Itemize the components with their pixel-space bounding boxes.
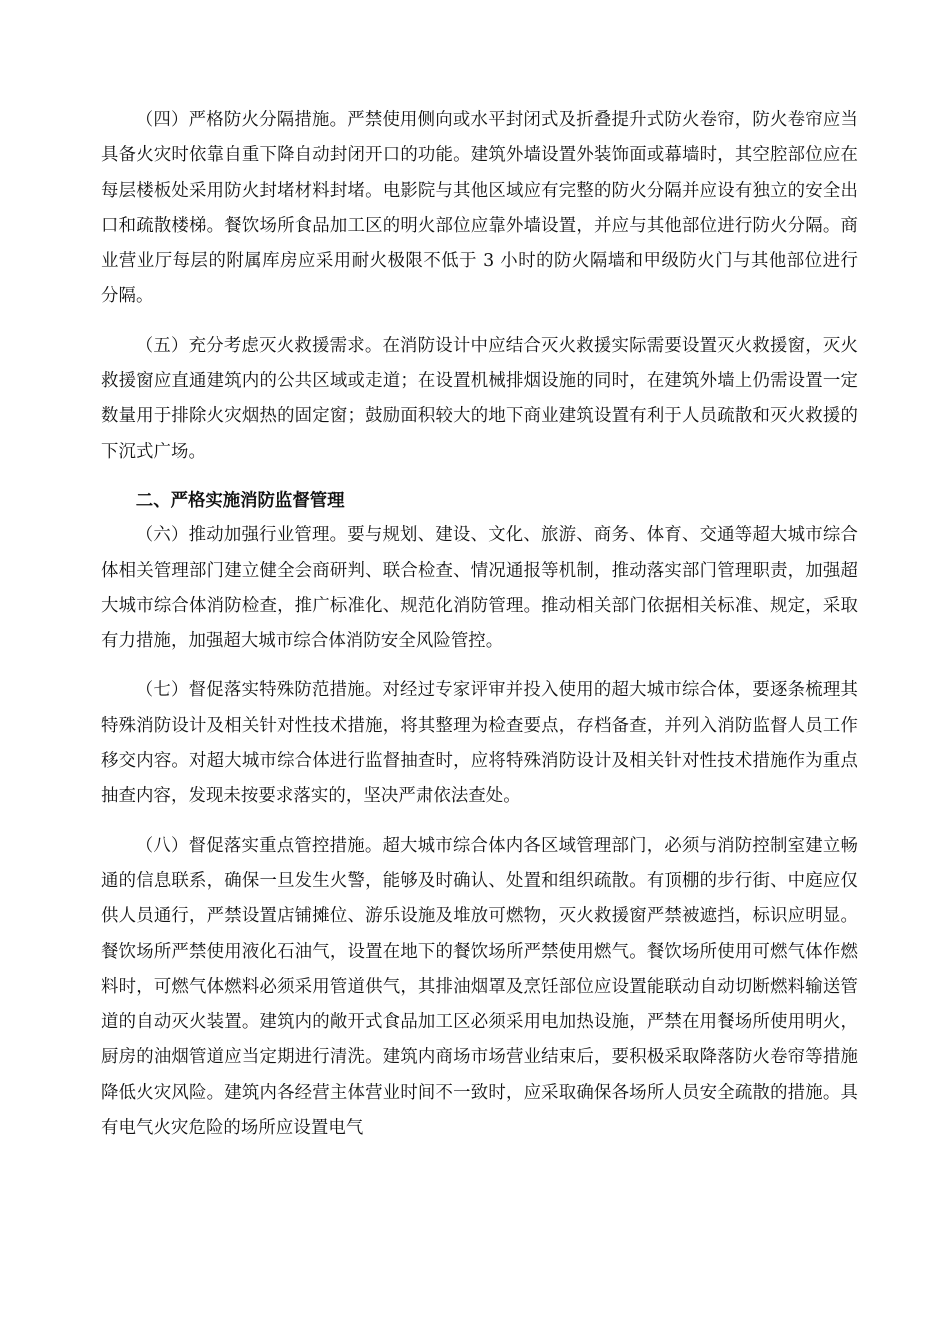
document-body	[101, 103, 858, 1160]
paragraph-fire-separation: （四）严格防火分隔措施。严禁使用侧向或水平封闭式及折叠提升式防火卷帘，防火卷帘应当具备火灾时依靠自重下降自动封闭开口的功能。建筑外墙设置外装饰面或幕墙时，其空腔部位应在每层楼板处采用防火封堵材料封堵。电影院与其他区域应有完整的防火分隔并应设有独立的安全出口和疏散楼梯。餐饮场所食品加工区的明火部位应靠外墙设置，并应与其他部位进行防火分隔。商业营业厅每层的附属库房应采用耐火极限不低于 3 小时的防火隔墙和甲级防火门与其他部位进行分隔。	[101, 110, 858, 307]
paragraph-special-measures: （七）督促落实特殊防范措施。对经过专家评审并投入使用的超大城市综合体，要逐条梳理其特殊消防设计及相关针对性技术措施，将其整理为检查要点，存档备查，并列入消防监督人员工作移交内容。对超大城市综合体进行监督抽查时，应将特殊消防设计及相关针对性技术措施作为重点抽查内容，发现未按要求落实的，坚决严肃依法查处。	[101, 680, 858, 807]
paragraph-key-controls: （八）督促落实重点管控措施。超大城市综合体内各区域管理部门，必须与消防控制室建立畅通的信息联系，确保一旦发生火警，能够及时确认、处置和组织疏散。有顶棚的步行街、中庭应仅供人员通行，严禁设置店铺摊位、游乐设施及堆放可燃物，灭火救援窗严禁被遮挡，标识应明显。餐饮场所严禁使用液化石油气，设置在地下的餐饮场所严禁使用燃气。餐饮场所使用可燃气体作燃料时，可燃气体燃料必须采用管道供气，其排油烟罩及烹饪部位应设置能联动自动切断燃料输送管道的自动灭火装置。建筑内的敞开式食品加工区必须采用电加热设施，严禁在用餐场所使用明火，厨房的油烟管道应当定期进行清洗。建筑内商场市场营业结束后，要积极采取降落防火卷帘等措施降低火灾风险。建筑内各经营主体营业时间不一致时，应采取确保各场所人员安全疏散的措施。具有电气火灾危险的场所应设置电气	[101, 835, 858, 1139]
section-heading-supervision: 二、严格实施消防监督管理	[135, 490, 345, 511]
paragraph-rescue-needs: （五）充分考虑灭火救援需求。在消防设计中应结合灭火救援实际需要设置灭火救援窗，灭火救援窗应直通建筑内的公共区域或走道；在设置机械排烟设施的同时，在建筑外墙上仍需设置一定数量用于排除火灾烟热的固定窗；鼓励面积较大的地下商业建筑设置有利于人员疏散和灭火救援的下沉式广场。	[101, 335, 858, 462]
paragraph-industry-management: （六）推动加强行业管理。要与规划、建设、文化、旅游、商务、体育、交通等超大城市综合体相关管理部门建立健全会商研判、联合检查、情况通报等机制，推动落实部门管理职责，加强超大城市综合体消防检查，推广标准化、规范化消防管理。推动相关部门依据相关标准、规定，采取有力措施，加强超大城市综合体消防安全风险管控。	[101, 525, 858, 652]
